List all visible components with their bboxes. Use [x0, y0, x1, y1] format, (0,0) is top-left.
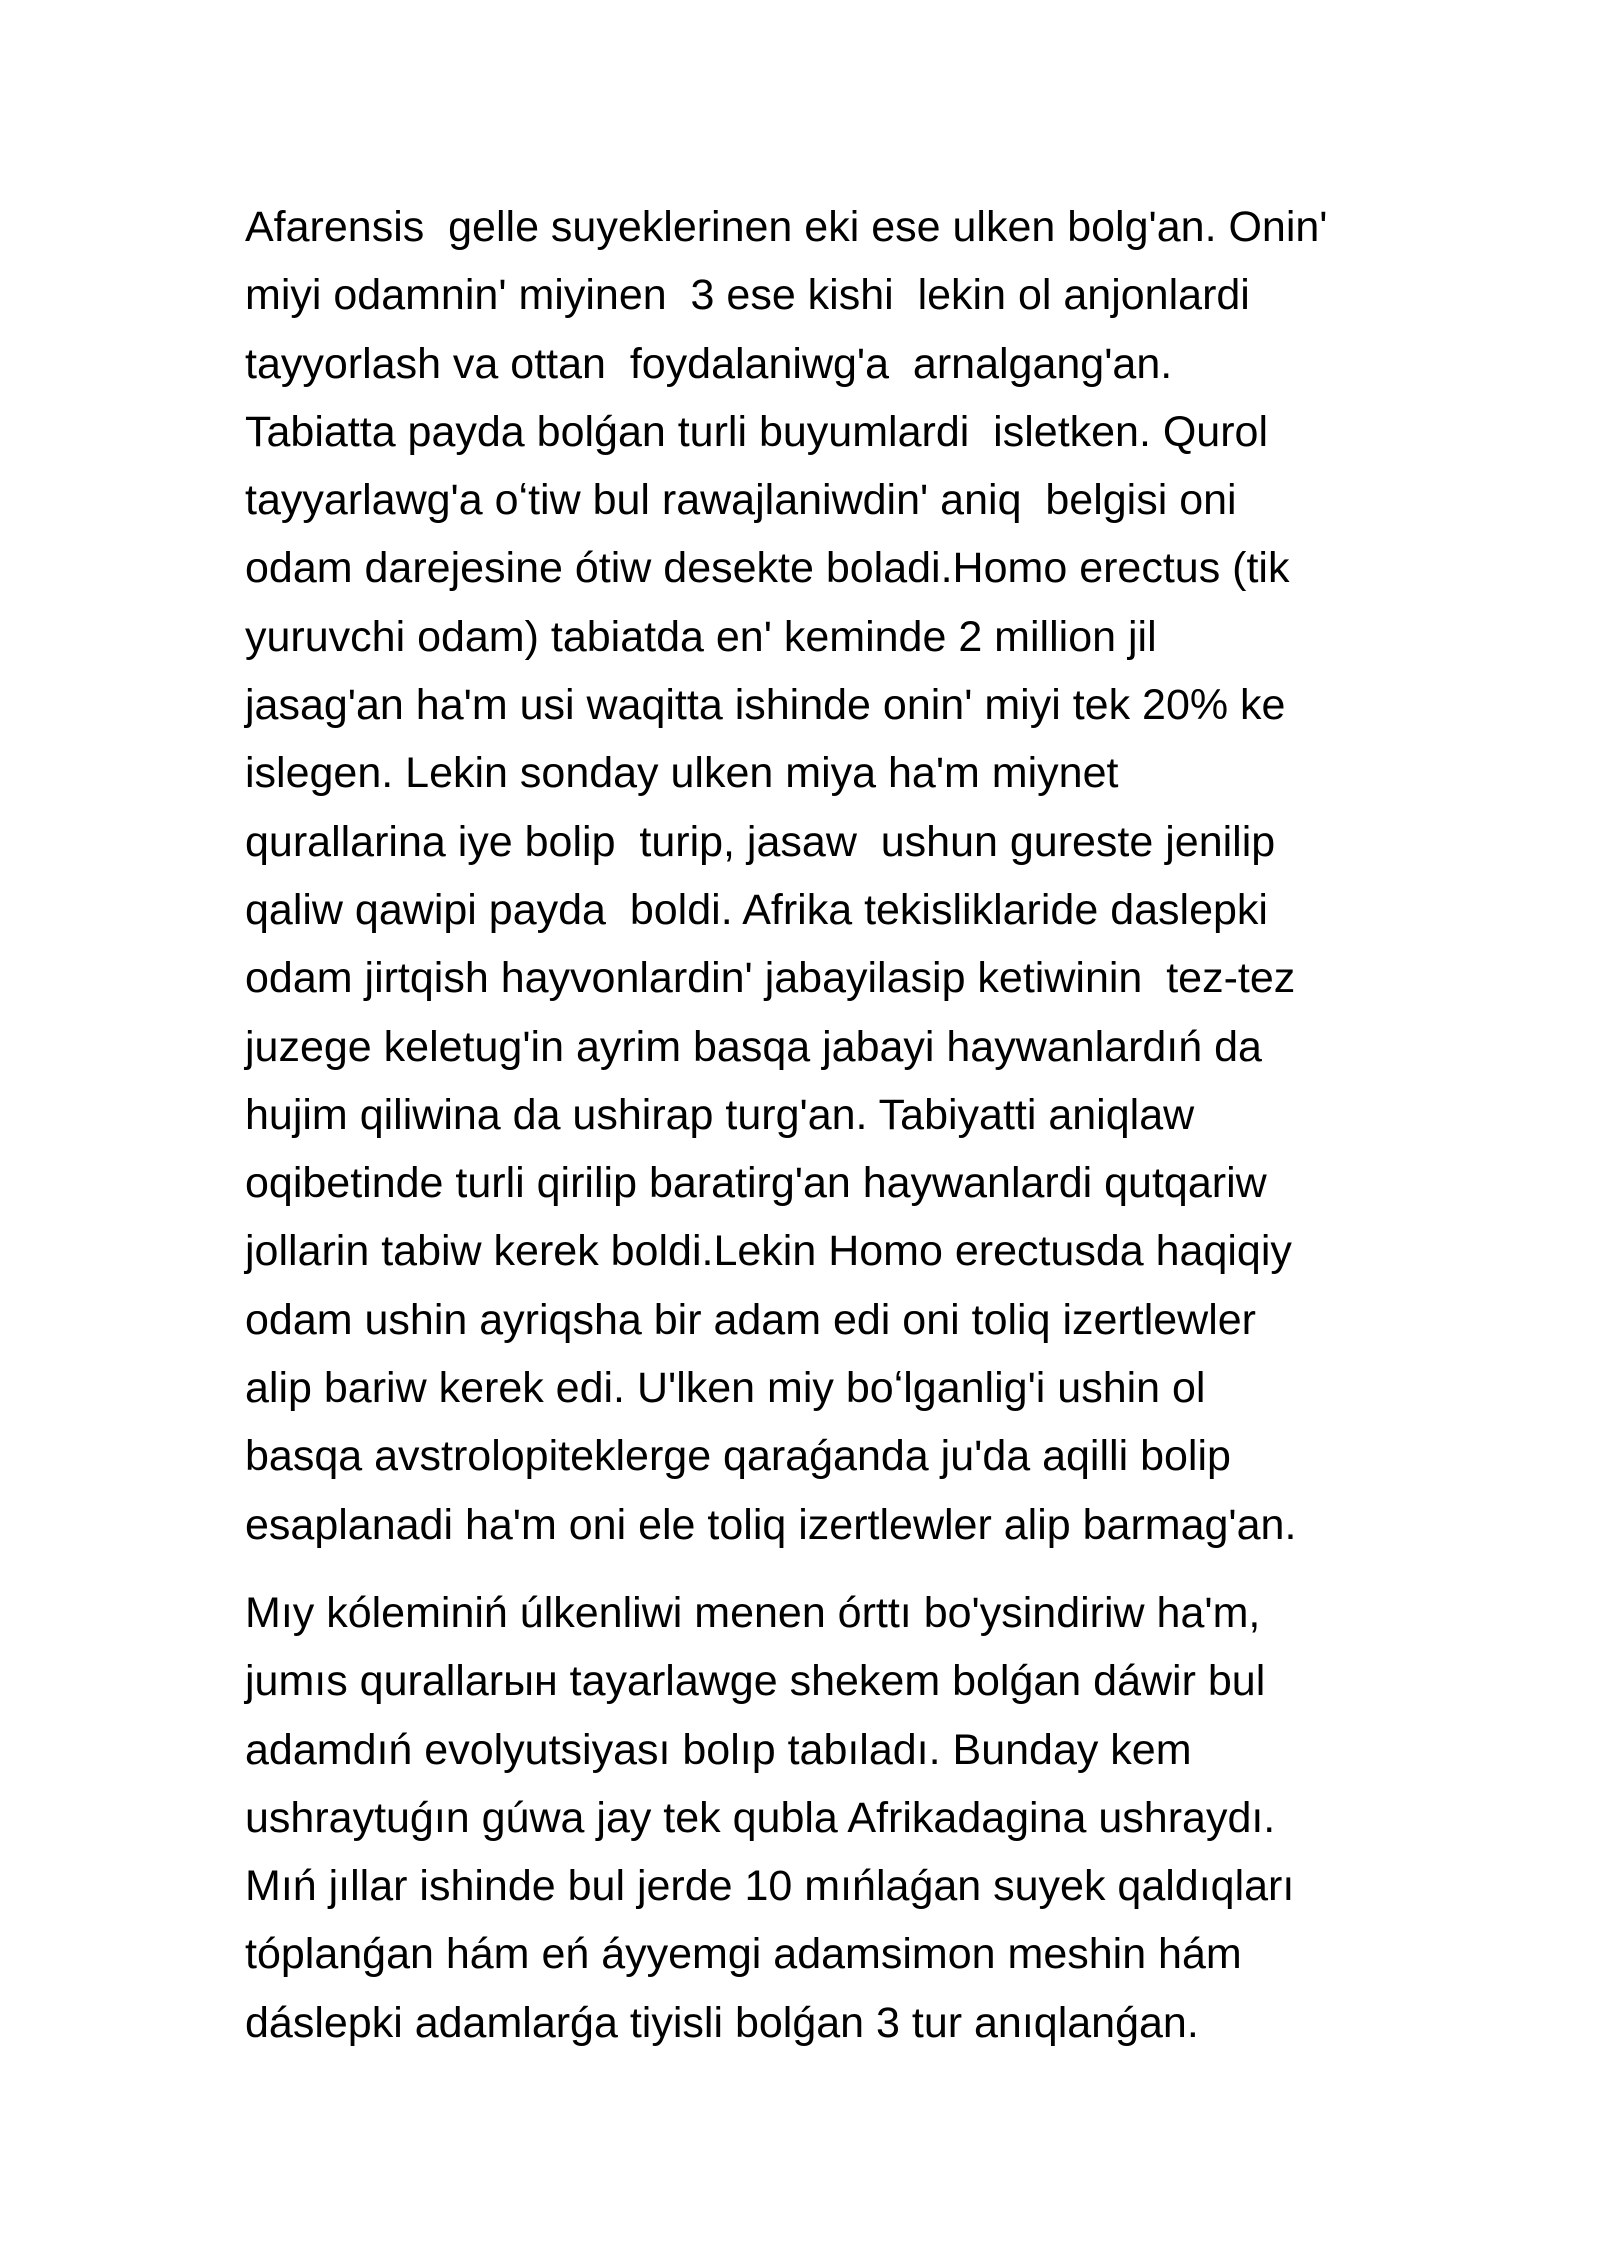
paragraph-line: juzege keletug'in ayrim basqa jabayi haywanlardıń da: [245, 1022, 1262, 1071]
paragraph-line: jasag'an ha'm usi waqitta ishinde onin' miyi tek 20% ke: [245, 681, 1286, 730]
paragraph-line: Mıń jıllar ishinde bul jerde 10 mıńlaǵan suyek qaldıqları: [245, 1862, 1295, 1911]
paragraph-line: odam ushin ayriqsha bir adam edi oni toliq izertlewler: [245, 1295, 1257, 1344]
paragraph-1: [245, 193, 1375, 1559]
paragraph-line: alip bariw kerek edi. U'lken miy boʻlganlig'i ushin ol: [245, 1364, 1206, 1413]
paragraph-line: odam darejesine ótiw desekte boladi.Homo erectus (tik: [245, 544, 1290, 593]
paragraph-line: oqibetinde turli qirilip baratirg'an haywanlardi qutqariw: [245, 1159, 1267, 1208]
paragraph-line: tayyorlash va ottan foydalaniwg'a arnalgang'an.: [245, 339, 1173, 388]
paragraph-line: hujim qiliwina da ushirap turg'an. Tabiyatti aniqlaw: [245, 1090, 1195, 1139]
paragraph-line: qurallarina iye bolip turip, jasaw ushun gureste jenilip: [245, 817, 1276, 866]
paragraph-line: Mıy kóleminiń úlkenliwi menen órttı bo'ysindiriw ha'm,: [245, 1588, 1261, 1637]
paragraph-line: qaliw qawipi payda boldi. Afrika tekisliklaride daslepki: [245, 885, 1268, 934]
text-body: [245, 193, 1375, 2057]
paragraph-line: esaplanadi ha'm oni ele toliq izertlewler alip barmag'an.: [245, 1500, 1297, 1549]
paragraph-2: [245, 1579, 1375, 2057]
paragraph-line: basqa avstrolopiteklerge qaraǵanda ju'da aqilli bolip: [245, 1432, 1231, 1481]
paragraph-line: tóplanǵan hám eń áyyemgi adamsimon meshin hám: [245, 1930, 1242, 1979]
paragraph-line: islegen. Lekin sonday ulken miya ha'm miynet: [245, 749, 1119, 798]
paragraph-line: jumıs qurallarын tayarlawge shekem bolǵan dáwir bul: [245, 1657, 1266, 1706]
paragraph-line: yuruvchi odam) tabiatda en' keminde 2 million jil: [245, 612, 1157, 661]
paragraph-line: Afarensis gelle suyeklerinen eki ese ulken bolg'an. Onin': [245, 203, 1328, 251]
paragraph-line: Tabiatta payda bolǵan turli buyumlardi isletken. Qurol: [245, 407, 1269, 456]
paragraph-line: tayyarlawg'a oʻtiw bul rawajlaniwdin' aniq belgisi oni: [245, 476, 1237, 525]
paragraph-line: dáslepki adamlarǵa tiyisli bolǵan 3 tur anıqlanǵan.: [245, 1998, 1199, 2047]
paragraph-line: odam jirtqish hayvonlardin' jabayilasip ketiwinin tez-tez: [245, 954, 1296, 1003]
paragraph-line: adamdıń evolyutsiyası bolıp tabıladı. Bunday kem: [245, 1725, 1192, 1774]
paragraph-line: miyi odamnin' miyinen 3 ese kishi lekin ol anjonlardi: [245, 271, 1250, 320]
paragraph-line: jollarin tabiw kerek boldi.Lekin Homo erectusda haqiqiy: [245, 1227, 1292, 1276]
paragraph-line: ushraytuǵın gúwa jay tek qubla Afrikadagina ushraydı.: [245, 1793, 1276, 1842]
